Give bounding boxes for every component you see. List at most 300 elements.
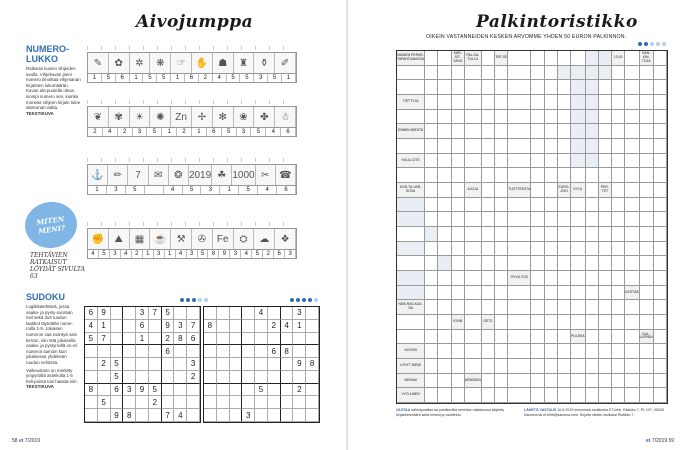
answer-cell[interactable] [531,51,544,66]
sudoku-cell[interactable] [230,307,243,320]
answer-cell[interactable] [465,212,482,227]
answer-cell[interactable] [586,344,599,359]
answer-cell[interactable] [640,388,654,403]
answer-cell[interactable] [438,271,451,286]
answer-cell[interactable] [465,330,482,345]
answer-cell[interactable] [654,66,667,81]
answer-cell[interactable] [452,183,465,198]
sudoku-cell[interactable] [230,333,243,346]
answer-cell[interactable] [482,286,495,301]
answer-cell[interactable] [438,242,451,257]
sudoku-cell[interactable] [281,409,294,422]
answer-cell[interactable] [438,168,451,183]
answer-cell[interactable] [531,66,544,81]
answer-cell[interactable] [625,374,639,389]
answer-cell[interactable] [438,51,451,66]
answer-cell[interactable] [545,212,558,227]
answer-cell[interactable] [531,124,544,139]
answer-cell[interactable] [625,95,639,110]
sudoku-cell[interactable] [268,358,281,371]
answer-cell[interactable] [438,388,451,403]
answer-cell[interactable] [599,95,612,110]
answer-cell[interactable] [599,110,612,125]
answer-cell[interactable] [438,374,451,389]
sudoku-cell[interactable] [306,320,319,333]
answer-cell[interactable] [531,315,544,330]
answer-cell[interactable] [465,168,482,183]
answer-cell[interactable] [465,80,482,95]
sudoku-cell[interactable] [85,371,98,384]
sudoku-cell[interactable] [204,384,217,397]
answer-cell[interactable] [438,80,451,95]
sudoku-cell[interactable]: 1 [136,333,149,346]
answer-cell[interactable] [599,344,612,359]
answer-cell[interactable] [425,51,438,66]
answer-cell[interactable] [545,168,558,183]
answer-cell[interactable] [640,286,654,301]
answer-cell[interactable] [545,227,558,242]
sudoku-cell[interactable]: 5 [149,384,162,397]
answer-cell[interactable] [545,51,558,66]
sudoku-cell[interactable]: 5 [162,307,175,320]
answer-cell[interactable] [425,124,438,139]
answer-cell[interactable] [654,330,667,345]
answer-cell[interactable] [571,227,585,242]
answer-cell[interactable] [612,212,625,227]
sudoku-cell[interactable] [204,396,217,409]
answer-cell[interactable] [482,168,495,183]
answer-cell[interactable] [625,110,639,125]
sudoku-cell[interactable] [306,409,319,422]
answer-cell[interactable] [612,359,625,374]
answer-cell[interactable] [558,330,571,345]
sudoku-cell[interactable] [230,384,243,397]
sudoku-cell[interactable] [204,409,217,422]
sudoku-cell[interactable] [268,371,281,384]
answer-cell[interactable] [625,344,639,359]
answer-cell[interactable] [397,168,425,183]
answer-cell[interactable] [545,256,558,271]
answer-cell[interactable] [452,344,465,359]
answer-cell[interactable] [397,256,425,271]
answer-cell[interactable] [558,227,571,242]
sudoku-cell[interactable] [149,320,162,333]
answer-cell[interactable] [482,51,495,66]
answer-cell[interactable] [425,344,438,359]
answer-cell[interactable] [531,183,544,198]
answer-cell[interactable] [425,212,438,227]
answer-cell[interactable] [545,80,558,95]
answer-cell[interactable] [640,154,654,169]
answer-cell[interactable] [625,271,639,286]
answer-cell[interactable] [558,300,571,315]
sudoku-cell[interactable]: 3 [123,384,136,397]
answer-cell[interactable] [640,139,654,154]
answer-cell[interactable] [571,388,585,403]
answer-cell[interactable] [531,80,544,95]
sudoku-cell[interactable] [281,333,294,346]
answer-cell[interactable] [599,300,612,315]
answer-cell[interactable] [531,139,544,154]
answer-cell[interactable] [545,95,558,110]
sudoku-cell[interactable] [217,333,230,346]
answer-cell[interactable] [599,198,612,213]
answer-cell[interactable] [482,344,495,359]
answer-cell[interactable] [599,271,612,286]
answer-cell[interactable] [465,198,482,213]
answer-cell[interactable] [654,344,667,359]
answer-cell[interactable] [654,242,667,257]
answer-cell[interactable] [654,256,667,271]
sudoku-cell[interactable] [204,307,217,320]
sudoku-cell[interactable] [268,384,281,397]
answer-cell[interactable] [438,66,451,81]
sudoku-cell[interactable] [174,371,187,384]
answer-cell[interactable] [654,198,667,213]
answer-cell[interactable] [495,168,508,183]
sudoku-cell[interactable] [111,345,124,358]
sudoku-cell[interactable] [242,384,255,397]
answer-cell[interactable] [558,388,571,403]
answer-cell[interactable] [495,154,508,169]
answer-cell[interactable] [571,374,585,389]
sudoku-cell[interactable] [174,396,187,409]
answer-cell[interactable] [571,198,585,213]
sudoku-cell[interactable] [149,345,162,358]
sudoku-cell[interactable]: 3 [174,320,187,333]
answer-cell[interactable] [465,154,482,169]
answer-cell[interactable] [599,212,612,227]
answer-cell[interactable] [482,110,495,125]
sudoku-cell[interactable] [217,320,230,333]
answer-cell[interactable] [558,242,571,257]
answer-cell[interactable] [495,374,508,389]
sudoku-cell[interactable] [162,396,175,409]
answer-cell[interactable] [571,271,585,286]
sudoku-cell[interactable] [217,396,230,409]
sudoku-cell[interactable] [162,371,175,384]
answer-cell[interactable] [438,95,451,110]
answer-cell[interactable] [654,286,667,301]
answer-cell[interactable] [586,374,599,389]
sudoku-cell[interactable] [242,396,255,409]
sudoku-cell[interactable] [187,384,200,397]
sudoku-cell[interactable] [293,333,306,346]
answer-cell[interactable] [599,388,612,403]
answer-cell[interactable] [397,66,425,81]
answer-cell[interactable] [599,256,612,271]
answer-cell[interactable] [452,271,465,286]
answer-cell[interactable] [654,124,667,139]
answer-cell[interactable] [558,315,571,330]
answer-cell[interactable] [586,227,599,242]
sudoku-cell[interactable] [204,333,217,346]
answer-cell[interactable] [586,198,599,213]
sudoku-cell[interactable]: 8 [306,358,319,371]
answer-cell[interactable] [452,286,465,301]
answer-cell[interactable] [625,227,639,242]
answer-cell[interactable] [495,95,508,110]
answer-cell[interactable] [625,183,639,198]
answer-cell[interactable] [654,227,667,242]
answer-cell[interactable] [495,256,508,271]
sudoku-cell[interactable] [255,333,268,346]
answer-cell[interactable] [640,227,654,242]
answer-cell[interactable] [545,330,558,345]
answer-cell[interactable] [452,124,465,139]
sudoku-cell[interactable] [136,409,149,422]
answer-cell[interactable] [545,242,558,257]
answer-cell[interactable] [640,374,654,389]
answer-cell[interactable] [586,212,599,227]
answer-cell[interactable] [482,300,495,315]
answer-cell[interactable] [531,95,544,110]
sudoku-cell[interactable] [111,320,124,333]
sudoku-cell[interactable] [174,384,187,397]
sudoku-cell[interactable] [281,371,294,384]
answer-cell[interactable] [508,168,531,183]
answer-cell[interactable] [465,66,482,81]
answer-cell[interactable] [625,388,639,403]
sudoku-cell[interactable]: 8 [85,384,98,397]
answer-cell[interactable] [438,139,451,154]
answer-cell[interactable] [495,124,508,139]
answer-cell[interactable] [482,271,495,286]
answer-cell[interactable] [612,139,625,154]
answer-cell[interactable] [612,330,625,345]
answer-cell[interactable] [531,286,544,301]
answer-cell[interactable] [612,344,625,359]
answer-cell[interactable] [482,80,495,95]
answer-cell[interactable] [495,212,508,227]
answer-cell[interactable] [531,330,544,345]
answer-cell[interactable] [625,51,639,66]
answer-cell[interactable] [482,124,495,139]
sudoku-cell[interactable] [149,333,162,346]
sudoku-cell[interactable] [255,358,268,371]
answer-cell[interactable] [612,242,625,257]
answer-cell[interactable] [625,212,639,227]
sudoku-cell[interactable] [136,358,149,371]
sudoku-cell[interactable] [281,384,294,397]
answer-cell[interactable] [452,227,465,242]
answer-cell[interactable] [438,286,451,301]
answer-cell[interactable] [558,198,571,213]
answer-cell[interactable] [625,124,639,139]
sudoku-cell[interactable] [242,320,255,333]
sudoku-cell[interactable] [293,371,306,384]
answer-cell[interactable] [465,286,482,301]
answer-cell[interactable] [545,154,558,169]
answer-cell[interactable] [612,388,625,403]
answer-cell[interactable] [545,359,558,374]
answer-cell[interactable] [531,300,544,315]
answer-cell[interactable] [495,388,508,403]
sudoku-cell[interactable] [123,396,136,409]
answer-cell[interactable] [531,344,544,359]
sudoku-cell[interactable] [230,345,243,358]
sudoku-cell[interactable] [187,345,200,358]
sudoku-cell[interactable] [293,345,306,358]
sudoku-cell[interactable]: 4 [255,307,268,320]
sudoku-cell[interactable] [187,409,200,422]
answer-cell[interactable] [625,168,639,183]
sudoku-cell[interactable]: 2 [162,333,175,346]
answer-cell[interactable] [586,168,599,183]
answer-cell[interactable] [465,300,482,315]
answer-cell[interactable] [599,359,612,374]
answer-cell[interactable] [452,300,465,315]
answer-cell[interactable] [545,183,558,198]
answer-cell[interactable] [531,168,544,183]
sudoku-cell[interactable]: 2 [187,371,200,384]
answer-cell[interactable] [397,110,425,125]
sudoku-cell[interactable]: 3 [187,358,200,371]
answer-cell[interactable] [612,124,625,139]
answer-cell[interactable] [438,154,451,169]
answer-cell[interactable] [465,344,482,359]
answer-cell[interactable] [612,286,625,301]
answer-cell[interactable] [640,198,654,213]
answer-cell[interactable] [482,256,495,271]
answer-cell[interactable] [495,110,508,125]
answer-cell[interactable] [545,66,558,81]
answer-cell[interactable] [558,154,571,169]
answer-cell[interactable] [425,139,438,154]
answer-cell[interactable] [425,95,438,110]
sudoku-cell[interactable]: 7 [187,320,200,333]
answer-cell[interactable] [654,51,667,66]
answer-cell[interactable] [482,227,495,242]
answer-cell[interactable] [495,330,508,345]
sudoku-cell[interactable] [217,384,230,397]
sudoku-cell[interactable]: 6 [187,333,200,346]
answer-cell[interactable] [452,110,465,125]
answer-cell[interactable] [438,227,451,242]
answer-cell[interactable] [558,168,571,183]
answer-cell[interactable] [654,80,667,95]
answer-cell[interactable] [482,212,495,227]
sudoku-cell[interactable]: 4 [281,320,294,333]
sudoku-cell[interactable]: 2 [98,358,111,371]
answer-cell[interactable] [612,315,625,330]
answer-cell[interactable] [640,344,654,359]
sudoku-cell[interactable] [204,345,217,358]
answer-cell[interactable] [599,374,612,389]
answer-cell[interactable] [599,139,612,154]
sudoku-cell[interactable]: 9 [136,384,149,397]
answer-cell[interactable] [558,80,571,95]
answer-cell[interactable] [465,271,482,286]
sudoku-cell[interactable] [230,409,243,422]
answer-cell[interactable] [640,300,654,315]
answer-cell[interactable] [425,110,438,125]
answer-cell[interactable] [482,242,495,257]
answer-cell[interactable] [599,315,612,330]
answer-cell[interactable] [425,271,438,286]
answer-cell[interactable] [625,315,639,330]
answer-cell[interactable] [508,388,531,403]
answer-cell[interactable] [425,168,438,183]
sudoku-cell[interactable] [162,358,175,371]
answer-cell[interactable] [531,154,544,169]
answer-cell[interactable] [586,271,599,286]
answer-cell[interactable] [612,271,625,286]
sudoku-cell[interactable] [123,358,136,371]
answer-cell[interactable] [640,183,654,198]
sudoku-cell[interactable] [111,333,124,346]
sudoku-cell[interactable] [306,384,319,397]
sudoku-cell[interactable]: 6 [85,307,98,320]
answer-cell[interactable] [425,66,438,81]
answer-cell[interactable] [508,198,531,213]
answer-cell[interactable] [508,51,531,66]
answer-cell[interactable] [640,110,654,125]
answer-cell[interactable] [508,374,531,389]
answer-cell[interactable] [508,359,531,374]
sudoku-cell[interactable]: 3 [242,409,255,422]
answer-cell[interactable] [452,256,465,271]
answer-cell[interactable] [558,271,571,286]
sudoku-cell[interactable] [281,396,294,409]
answer-cell[interactable] [571,300,585,315]
sudoku-cell[interactable] [98,345,111,358]
answer-cell[interactable] [571,315,585,330]
answer-cell[interactable] [482,330,495,345]
answer-cell[interactable] [654,388,667,403]
answer-cell[interactable] [465,388,482,403]
answer-cell[interactable] [545,139,558,154]
sudoku-cell[interactable] [268,307,281,320]
sudoku-cell[interactable]: 4 [85,320,98,333]
sudoku-cell[interactable] [255,409,268,422]
answer-cell[interactable] [586,256,599,271]
answer-cell[interactable] [495,66,508,81]
answer-cell[interactable] [654,154,667,169]
answer-cell[interactable] [438,124,451,139]
answer-cell[interactable] [508,256,531,271]
answer-cell[interactable] [640,80,654,95]
answer-cell[interactable] [531,212,544,227]
answer-cell[interactable] [640,212,654,227]
answer-cell[interactable] [545,388,558,403]
answer-cell[interactable] [482,183,495,198]
answer-cell[interactable] [397,80,425,95]
answer-cell[interactable] [508,80,531,95]
answer-cell[interactable] [495,300,508,315]
answer-cell[interactable] [397,315,425,330]
sudoku-cell[interactable] [149,409,162,422]
answer-cell[interactable] [452,330,465,345]
answer-cell[interactable] [508,344,531,359]
sudoku-cell[interactable] [123,320,136,333]
sudoku-cell[interactable]: 3 [293,307,306,320]
answer-cell[interactable] [545,124,558,139]
answer-cell[interactable] [654,271,667,286]
answer-cell[interactable] [654,212,667,227]
answer-cell[interactable] [654,359,667,374]
sudoku-cell[interactable]: 6 [136,320,149,333]
answer-cell[interactable] [625,66,639,81]
answer-cell[interactable] [508,242,531,257]
answer-cell[interactable] [452,242,465,257]
answer-cell[interactable] [495,359,508,374]
answer-cell[interactable] [452,80,465,95]
answer-cell[interactable] [586,315,599,330]
sudoku-cell[interactable] [306,396,319,409]
answer-cell[interactable] [599,124,612,139]
answer-cell[interactable] [545,374,558,389]
